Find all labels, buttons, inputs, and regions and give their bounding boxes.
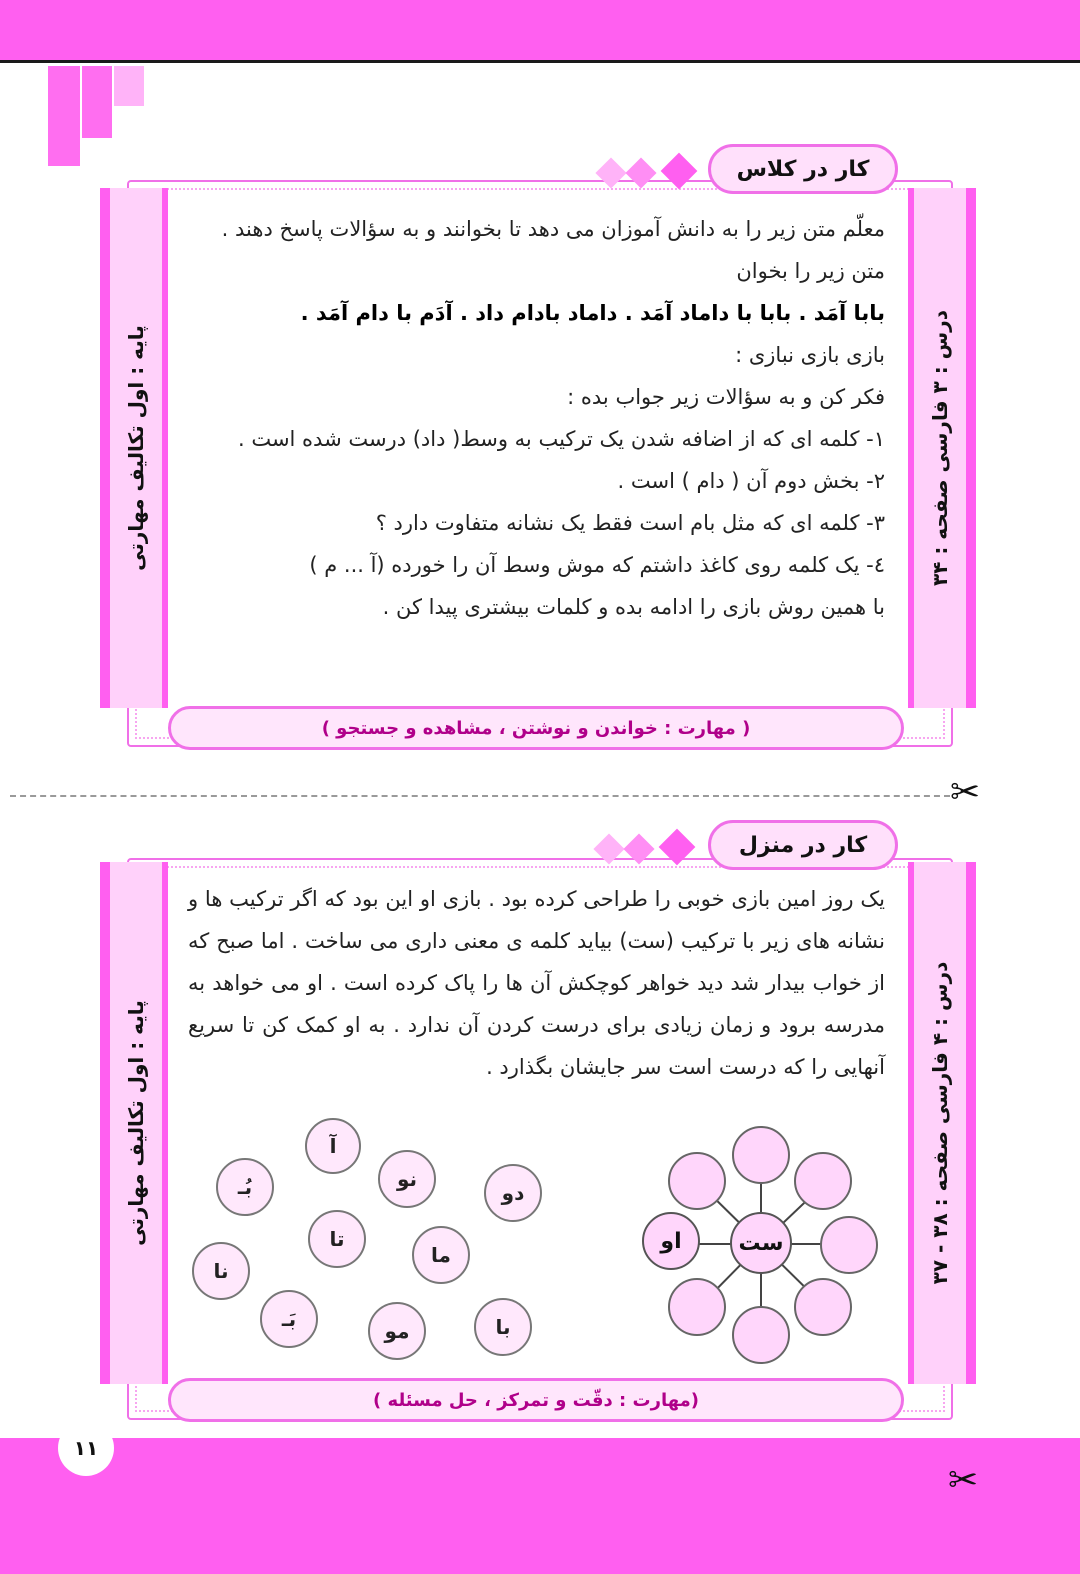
text-line: متن زیر را بخوان	[736, 259, 885, 283]
text-line: بابا آمَد . بابا با داماد آمَد . داماد بادام داد . آدَم با دام آمَد .	[300, 301, 885, 325]
bottom-banner	[0, 1438, 1080, 1574]
classwork-text	[180, 208, 885, 628]
syllable-bubble: بَـ	[260, 1290, 318, 1348]
flower-center: ست	[730, 1212, 792, 1274]
homework-paragraph: یک روز امین بازی خوبی را طراحی کرده بود . بازی او این بود که اگر ترکیب ها و نشانه های زیر با ترکیب (ست) بیاید کلمه ی معنی داری می ساخت . اما صبح که از خواب بیدار شد دید خواهر کوچکش آن ها را پاک کرده است . او می خواهد به مدرسه برود و زمان زیادی برای درست کردن آن ندارد . به او کمک کن تا سریع آنهایی را که درست است سر جایشان بگذارد .	[188, 887, 885, 1079]
flower-petal	[794, 1278, 852, 1336]
card-title: کار در کلاس	[708, 144, 898, 194]
flower-side-bubble: او	[642, 1212, 700, 1270]
text-line: ۲- بخش دوم آن ( دام ) است .	[617, 469, 885, 493]
lesson-label: درس : ۴ فارسی صفحه : ۳۸ - ۳۷	[928, 961, 952, 1285]
text-line: معلّم متن زیر را به دانش آموزان می دهد تا بخوانند و به سؤالات پاسخ دهند .	[221, 217, 885, 241]
text-line: با همین روش بازی را ادامه بده و کلمات بیشتری پیدا کن .	[382, 595, 885, 619]
syllable-bubble: ما	[412, 1226, 470, 1284]
lesson-label: درس : ۳ فارسی صفحه : ۳۴	[928, 309, 952, 587]
syllable-bubble: بُـ	[216, 1158, 274, 1216]
syllable-bubble: آ	[305, 1118, 361, 1174]
flower-petal	[732, 1126, 790, 1184]
flower-petal	[794, 1152, 852, 1210]
grade-label: پایه : اول تکالیف مهارتی	[124, 1000, 148, 1246]
grade-label: پایه : اول تکالیف مهارتی	[124, 325, 148, 571]
skill-pill: (مهارت : دقّت و تمرکز ، حل مسئله )	[168, 1378, 904, 1422]
card-title: کار در منزل	[708, 820, 898, 870]
page-number: ۱۱	[58, 1420, 114, 1476]
text-line: ۱- کلمه ای که از اضافه شدن یک ترکیب به وسط( داد) درست شده است .	[237, 427, 885, 451]
text-line: فکر کن و به سؤالات زیر جواب بده :	[567, 385, 885, 409]
syllable-bubble: تا	[308, 1210, 366, 1268]
syllable-bubble: نا	[192, 1242, 250, 1300]
deco-square	[114, 66, 144, 106]
cut-line	[10, 795, 950, 797]
text-line: بازی بازی نبازی :	[735, 343, 885, 367]
deco-square	[48, 66, 80, 166]
syllable-bubble: مو	[368, 1302, 426, 1360]
right-side-bar	[908, 862, 976, 1384]
flower-petal	[668, 1278, 726, 1336]
left-side-bar	[100, 862, 168, 1384]
syllable-bubble: با	[474, 1298, 532, 1356]
skill-pill: ( مهارت : خواندن و نوشتن ، مشاهده و جستجو )	[168, 706, 904, 750]
syllable-bubble: نو	[378, 1150, 436, 1208]
left-side-bar	[100, 188, 168, 708]
syllable-bubble: دو	[484, 1164, 542, 1222]
flower-petal	[820, 1216, 878, 1274]
top-divider	[0, 60, 1080, 63]
top-banner	[0, 0, 1080, 60]
right-side-bar	[908, 188, 976, 708]
text-line: ٤- یک کلمه روی کاغذ داشتم که موش وسط آن را خورده (آ ... م )	[309, 553, 885, 577]
text-line: ۳- کلمه ای که مثل بام است فقط یک نشانه متفاوت دارد ؟	[375, 511, 885, 535]
flower-petal	[732, 1306, 790, 1364]
deco-square	[82, 66, 112, 138]
scissors-icon: ✂	[948, 1460, 979, 1501]
flower-petal	[668, 1152, 726, 1210]
scissors-icon: ✂	[950, 772, 981, 813]
